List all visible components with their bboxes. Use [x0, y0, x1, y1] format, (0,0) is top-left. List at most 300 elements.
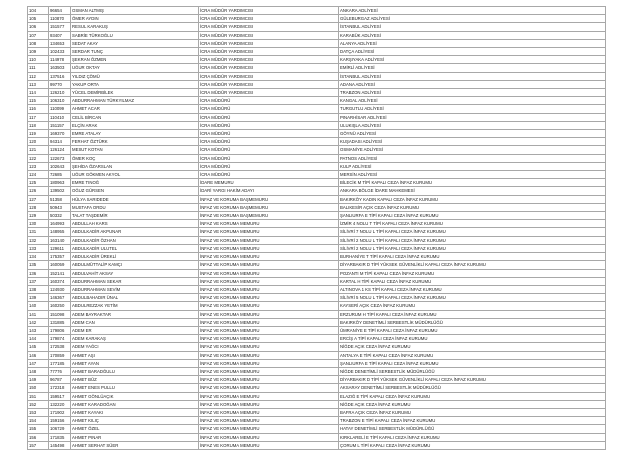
workplace-cell: BAKIRKÖY DENETİMLİ SERBESTLİK MÜDÜRLÜĞÜ	[339, 318, 606, 326]
workplace-cell: İSTANBUL ADLİYESİ	[339, 72, 606, 80]
sicil-number-cell: 77776	[49, 367, 71, 375]
table-row	[28, 31, 606, 39]
sicil-number-cell: 110099	[49, 105, 71, 113]
row-number-cell: 105	[28, 15, 49, 23]
title-cell: İNFAZ VE KORUMA MEMURU	[199, 376, 339, 384]
title-cell: İNFAZ VE KORUMA MEMURU	[199, 417, 339, 425]
workplace-cell: PINARHİSAR ADLİYESİ	[339, 113, 606, 121]
workplace-cell: DİYARBAKIR D TİPİ YÜKSEK GÜVENLİKLİ KAPALI CEZA İNFAZ KURUMU	[339, 376, 606, 384]
name-cell: UĞUR OKTAY	[71, 64, 199, 72]
row-number-cell: 143	[28, 326, 49, 334]
sicil-number-cell: 131885	[49, 318, 71, 326]
table-row	[28, 261, 606, 269]
row-number-cell: 153	[28, 408, 49, 416]
row-number-cell: 113	[28, 80, 49, 88]
row-number-cell: 155	[28, 425, 49, 433]
name-cell: ABDULVAHİT AKSAY	[71, 269, 199, 277]
row-number-cell: 114	[28, 89, 49, 97]
workplace-cell: İSTANBUL ADLİYESİ	[339, 23, 606, 31]
sicil-number-cell: 160250	[49, 302, 71, 310]
name-cell: ADEM CAN	[71, 318, 199, 326]
row-number-cell: 122	[28, 154, 49, 162]
table-row	[28, 277, 606, 285]
name-cell: ABDULBAHADIR ÜNAL	[71, 294, 199, 302]
title-cell: İCRA MÜDÜR YARDIMCISI	[199, 48, 339, 56]
name-cell: ŞEKRAN ÖZMEN	[71, 56, 199, 64]
row-number-cell: 104	[28, 7, 49, 15]
table-row	[28, 441, 606, 449]
row-number-cell: 136	[28, 269, 49, 277]
name-cell: YÜCEL DEMİRBİLEK	[71, 89, 199, 97]
name-cell: ABDULKADİR ULUTEL	[71, 244, 199, 252]
title-cell: İNFAZ VE KORUMA MEMURU	[199, 236, 339, 244]
name-cell: SABRİE TÜRKOĞLU	[71, 31, 199, 39]
table-row	[28, 138, 606, 146]
row-number-cell: 124	[28, 171, 49, 179]
name-cell: ABDURRAHMAN TÜRKYILMAZ	[71, 97, 199, 105]
table-row	[28, 97, 606, 105]
name-cell: MESUT KOTAN	[71, 146, 199, 154]
workplace-cell: BURHANİYE T TİPİ KAPALI CEZA İNFAZ KURUMU	[339, 253, 606, 261]
row-number-cell: 128	[28, 203, 49, 211]
table-row	[28, 269, 606, 277]
title-cell: İNFAZ VE KORUMA MEMURU	[199, 326, 339, 334]
table-row	[28, 7, 606, 15]
title-cell: İNFAZ VE KORUMA MEMURU	[199, 441, 339, 449]
name-cell: UĞUR GÖKMEN AKYOL	[71, 171, 199, 179]
sicil-number-cell: 172538	[49, 343, 71, 351]
row-number-cell: 129	[28, 212, 49, 220]
row-number-cell: 118	[28, 121, 49, 129]
title-cell: İNFAZ VE KORUMA MEMURU	[199, 294, 339, 302]
title-cell: İCRA MÜDÜRÜ	[199, 162, 339, 170]
sicil-number-cell: 106310	[49, 97, 71, 105]
title-cell: İCRA MÜDÜRÜ	[199, 105, 339, 113]
table-row	[28, 392, 606, 400]
sicil-number-cell: 102433	[49, 48, 71, 56]
sicil-number-cell: 170859	[49, 351, 71, 359]
table-row	[28, 302, 606, 310]
title-cell: İCRA MÜDÜRÜ	[199, 113, 339, 121]
title-cell: İNFAZ VE KORUMA MEMURU	[199, 384, 339, 392]
title-cell: İNFAZ VE KORUMA MEMURU	[199, 285, 339, 293]
sicil-number-cell: 163140	[49, 236, 71, 244]
sicil-number-cell: 151577	[49, 23, 71, 31]
name-cell: ADEM KARAKAŞ	[71, 335, 199, 343]
table-row	[28, 130, 606, 138]
workplace-cell: ERCİŞ A TİPİ KAPALI CEZA İNFAZ KURUMU	[339, 335, 606, 343]
table-row	[28, 105, 606, 113]
table-row	[28, 171, 606, 179]
sicil-number-cell: 169370	[49, 130, 71, 138]
name-cell: HÜLYA SARIDEDE	[71, 195, 199, 203]
title-cell: İNFAZ VE KORUMA MEMURU	[199, 351, 339, 359]
name-cell: OSMAN ALTMIŞ	[71, 7, 199, 15]
table-row	[28, 351, 606, 359]
sicil-number-cell: 152141	[49, 269, 71, 277]
sicil-number-cell: 164993	[49, 220, 71, 228]
name-cell: AHMET ENES PULLU	[71, 384, 199, 392]
table-row	[28, 376, 606, 384]
title-cell: İNFAZ VE KORUMA MEMURU	[199, 392, 339, 400]
row-number-cell: 138	[28, 285, 49, 293]
workplace-cell: KANGAL ADLİYESİ	[339, 97, 606, 105]
title-cell: İNFAZ VE KORUMA MEMURU	[199, 244, 339, 252]
table-row	[28, 212, 606, 220]
table-row	[28, 162, 606, 170]
row-number-cell: 130	[28, 220, 49, 228]
row-number-cell: 111	[28, 64, 49, 72]
sicil-number-cell: 110870	[49, 15, 71, 23]
table-row	[28, 64, 606, 72]
title-cell: İNFAZ VE KORUMA BAŞMEMURU	[199, 203, 339, 211]
sicil-number-cell: 50943	[49, 203, 71, 211]
title-cell: İNFAZ VE KORUMA MEMURU	[199, 269, 339, 277]
workplace-cell: BİLECİK M TİPİ KAPALI CEZA İNFAZ KURUMU	[339, 179, 606, 187]
sicil-number-cell: 179806	[49, 326, 71, 334]
workplace-cell: İZMİR 4 NOLU T TİPİ KAPALI CEZA İNFAZ KURUMU	[339, 220, 606, 228]
sicil-number-cell: 171835	[49, 433, 71, 441]
row-number-cell: 112	[28, 72, 49, 80]
row-number-cell: 123	[28, 162, 49, 170]
workplace-cell: KIRKLARELİ E TİPİ KAPALI CEZA İNFAZ KURUMU	[339, 433, 606, 441]
name-cell: AHMET AYAN	[71, 359, 199, 367]
sicil-number-cell: 134653	[49, 39, 71, 47]
sicil-number-cell: 159156	[49, 417, 71, 425]
sicil-number-cell: 146367	[49, 294, 71, 302]
workplace-cell: SİLİVRİ 5 NOLU L TİPİ KAPALI CEZA İNFAZ KURUMU	[339, 294, 606, 302]
document-page	[27, 6, 605, 450]
table-row	[28, 48, 606, 56]
title-cell: İCRA MÜDÜR YARDIMCISI	[199, 64, 339, 72]
workplace-cell: ŞANLIURFA E TİPİ KAPALI CEZA İNFAZ KURUMU	[339, 212, 606, 220]
name-cell: AHMET ACAR	[71, 105, 199, 113]
sicil-number-cell: 99770	[49, 80, 71, 88]
name-cell: EMRE ATALAY	[71, 130, 199, 138]
row-number-cell: 139	[28, 294, 49, 302]
name-cell: ŞEHİDA ÖZARSLAN	[71, 162, 199, 170]
row-number-cell: 142	[28, 318, 49, 326]
row-number-cell: 154	[28, 417, 49, 425]
sicil-number-cell: 51358	[49, 195, 71, 203]
workplace-cell: TRABZON ADLİYESİ	[339, 89, 606, 97]
sicil-number-cell: 177185	[49, 359, 71, 367]
title-cell: İNFAZ VE KORUMA MEMURU	[199, 261, 339, 269]
name-cell: ADEM YAĞCI	[71, 343, 199, 351]
table-row	[28, 23, 606, 31]
sicil-number-cell: 163503	[49, 64, 71, 72]
name-cell: AHMET SERHAT SÜER	[71, 441, 199, 449]
table-row	[28, 244, 606, 252]
table-row	[28, 326, 606, 334]
table-body	[28, 7, 606, 450]
workplace-cell: NİĞDE DENETİMLİ SERBESTLİK MÜDÜRLÜĞÜ	[339, 367, 606, 375]
name-cell: MUSTAFA ORDU	[71, 203, 199, 211]
sicil-number-cell: 137516	[49, 72, 71, 80]
row-number-cell: 141	[28, 310, 49, 318]
sicil-number-cell: 180963	[49, 179, 71, 187]
name-cell: CELİL BİRCAN	[71, 113, 199, 121]
row-number-cell: 148	[28, 367, 49, 375]
title-cell: İNFAZ VE KORUMA MEMURU	[199, 408, 339, 416]
table-row	[28, 195, 606, 203]
sicil-number-cell: 110410	[49, 113, 71, 121]
table-row	[28, 425, 606, 433]
row-number-cell: 117	[28, 113, 49, 121]
table-row	[28, 39, 606, 47]
table-row	[28, 253, 606, 261]
table-row	[28, 56, 606, 64]
title-cell: İNFAZ VE KORUMA MEMURU	[199, 302, 339, 310]
sicil-number-cell: 175357	[49, 253, 71, 261]
name-cell: AHMET BÜZ	[71, 376, 199, 384]
row-number-cell: 107	[28, 31, 49, 39]
name-cell: SERDAR TUNÇ	[71, 48, 199, 56]
sicil-number-cell: 124930	[49, 285, 71, 293]
title-cell: İCRA MÜDÜR YARDIMCISI	[199, 89, 339, 97]
row-number-cell: 132	[28, 236, 49, 244]
title-cell: İNFAZ VE KORUMA MEMURU	[199, 343, 339, 351]
table-row	[28, 228, 606, 236]
table-row	[28, 72, 606, 80]
name-cell: ABDULKADİR ÖZHAN	[71, 236, 199, 244]
row-number-cell: 144	[28, 335, 49, 343]
workplace-cell: ANKARA ADLİYESİ	[339, 7, 606, 15]
workplace-cell: NİĞDE AÇIK CEZA İNFAZ KURUMU	[339, 400, 606, 408]
workplace-cell: KARABÜK ADLİYESİ	[339, 31, 606, 39]
workplace-cell: BAFRA AÇIK CEZA İNFAZ KURUMU	[339, 408, 606, 416]
sicil-number-cell: 139502	[49, 187, 71, 195]
title-cell: İNFAZ VE KORUMA MEMURU	[199, 400, 339, 408]
title-cell: İCRA MÜDÜR YARDIMCISI	[199, 56, 339, 64]
row-number-cell: 157	[28, 441, 49, 449]
name-cell: EMRE TINOĞ	[71, 179, 199, 187]
workplace-cell: SİLİVRİ 2 NOLU L TİPİ KAPALI CEZA İNFAZ KURUMU	[339, 236, 606, 244]
sicil-number-cell: 159517	[49, 392, 71, 400]
sicil-number-cell: 172318	[49, 384, 71, 392]
sicil-number-cell: 160059	[49, 261, 71, 269]
sicil-number-cell: 126210	[49, 89, 71, 97]
table-row	[28, 408, 606, 416]
workplace-cell: TRABZON E TİPİ KAPALI CEZA İNFAZ KURUMU	[339, 417, 606, 425]
name-cell: YILDIZ ÇÖMÜ	[71, 72, 199, 80]
table-row	[28, 203, 606, 211]
workplace-cell: ALANYA ADLİYESİ	[339, 39, 606, 47]
table-row	[28, 89, 606, 97]
name-cell: ABDURRAHMAN SEVİM	[71, 285, 199, 293]
sicil-number-cell: 160374	[49, 277, 71, 285]
name-cell: OĞUZ GÜRSEN	[71, 187, 199, 195]
table-row	[28, 154, 606, 162]
sicil-number-cell: 151098	[49, 310, 71, 318]
table-row	[28, 15, 606, 23]
table-row	[28, 121, 606, 129]
row-number-cell: 137	[28, 277, 49, 285]
workplace-cell: TURGUTLU ADLİYESİ	[339, 105, 606, 113]
name-cell: SEDAT AKAY	[71, 39, 199, 47]
table-row	[28, 285, 606, 293]
row-number-cell: 147	[28, 359, 49, 367]
sicil-number-cell: 96787	[49, 376, 71, 384]
table-row	[28, 310, 606, 318]
workplace-cell: HATAY DENETİMLİ SERBESTLİK MÜDÜRLÜĞÜ	[339, 425, 606, 433]
table-row	[28, 400, 606, 408]
workplace-cell: ÇORUM L TİPİ KAPALI CEZA İNFAZ KURUMU	[339, 441, 606, 449]
workplace-cell: ANTALYA E TİPİ KAPALI CEZA İNFAZ KURUMU	[339, 351, 606, 359]
sicil-number-cell: 148955	[49, 228, 71, 236]
workplace-cell: SİLİVRİ 2 NOLU L TİPİ KAPALI CEZA İNFAZ KURUMU	[339, 244, 606, 252]
table-row	[28, 80, 606, 88]
title-cell: İCRA MÜDÜR YARDIMCISI	[199, 80, 339, 88]
workplace-cell: BALIKESİR AÇIK CEZA İNFAZ KURUMU	[339, 203, 606, 211]
name-cell: AHMET KILIÇ	[71, 417, 199, 425]
sicil-number-cell: 145498	[49, 441, 71, 449]
name-cell: TALAT TAŞDEMİR	[71, 212, 199, 220]
title-cell: İCRA MÜDÜR YARDIMCISI	[199, 72, 339, 80]
workplace-cell: ULUKIŞLA ADLİYESİ	[339, 121, 606, 129]
title-cell: İNFAZ VE KORUMA MEMURU	[199, 220, 339, 228]
table-row	[28, 294, 606, 302]
title-cell: İNFAZ VE KORUMA MEMURU	[199, 228, 339, 236]
row-number-cell: 150	[28, 384, 49, 392]
row-number-cell: 119	[28, 130, 49, 138]
title-cell: İNFAZ VE KORUMA MEMURU	[199, 367, 339, 375]
sicil-number-cell: 126124	[49, 146, 71, 154]
row-number-cell: 126	[28, 187, 49, 195]
title-cell: İCRA MÜDÜR YARDIMCISI	[199, 23, 339, 31]
table-row	[28, 384, 606, 392]
name-cell: ADEM BAYRAKTAR	[71, 310, 199, 318]
row-number-cell: 115	[28, 97, 49, 105]
sicil-number-cell: 179874	[49, 335, 71, 343]
title-cell: İCRA MÜDÜR YARDIMCISI	[199, 39, 339, 47]
title-cell: İNFAZ VE KORUMA MEMURU	[199, 318, 339, 326]
row-number-cell: 106	[28, 23, 49, 31]
row-number-cell: 120	[28, 138, 49, 146]
row-number-cell: 151	[28, 392, 49, 400]
title-cell: İNFAZ VE KORUMA MEMURU	[199, 425, 339, 433]
name-cell: ADEM ER	[71, 326, 199, 334]
workplace-cell: ELAZIĞ E TİPİ KAPALI CEZA İNFAZ KURUMU	[339, 392, 606, 400]
workplace-cell: AKSARAY DENETİMLİ SERBESTLİK MÜDÜRLÜĞÜ	[339, 384, 606, 392]
row-number-cell: 152	[28, 400, 49, 408]
sicil-number-cell: 129611	[49, 244, 71, 252]
row-number-cell: 125	[28, 179, 49, 187]
title-cell: İNFAZ VE KORUMA MEMURU	[199, 335, 339, 343]
name-cell: AHMET KARADOĞAN	[71, 400, 199, 408]
name-cell: AHMET AŞI	[71, 351, 199, 359]
sicil-number-cell: 50332	[49, 212, 71, 220]
row-number-cell: 134	[28, 253, 49, 261]
title-cell: İNFAZ VE KORUMA MEMURU	[199, 253, 339, 261]
name-cell: AHMET PINAR	[71, 433, 199, 441]
sicil-number-cell: 72685	[49, 171, 71, 179]
title-cell: İCRA MÜDÜRÜ	[199, 171, 339, 179]
workplace-cell: KARTAL H TİPİ KAPALI CEZA İNFAZ KURUMU	[339, 277, 606, 285]
workplace-cell: ERZURUM H TİPİ KAPALI CEZA İNFAZ KURUMU	[339, 310, 606, 318]
table-row	[28, 318, 606, 326]
row-number-cell: 149	[28, 376, 49, 384]
name-cell: ÖMER AYDIN	[71, 15, 199, 23]
row-number-cell: 133	[28, 244, 49, 252]
workplace-cell: PATNOS ADLİYESİ	[339, 154, 606, 162]
table-row	[28, 236, 606, 244]
name-cell: AHMET GÖNLÜAÇIK	[71, 392, 199, 400]
table-row	[28, 146, 606, 154]
workplace-cell: MERSİN ADLİYESİ	[339, 171, 606, 179]
title-cell: İCRA MÜDÜRÜ	[199, 130, 339, 138]
name-cell: ABDULKADİR ÜREKLİ	[71, 253, 199, 261]
workplace-cell: ÜMRANİYE E TİPİ KAPALI CEZA İNFAZ KURUMU	[339, 326, 606, 334]
title-cell: İDARİ YARGI HAKİM ADAYI	[199, 187, 339, 195]
workplace-cell: POZANTI M TİPİ KAPALI CEZA İNFAZ KURUMU	[339, 269, 606, 277]
workplace-cell: KARŞIYAKA ADLİYESİ	[339, 56, 606, 64]
sicil-number-cell: 122673	[49, 154, 71, 162]
title-cell: İNFAZ VE KORUMA MEMURU	[199, 310, 339, 318]
title-cell: İDARE MEMURU	[199, 179, 339, 187]
row-number-cell: 156	[28, 433, 49, 441]
title-cell: İNFAZ VE KORUMA BAŞMEMURU	[199, 195, 339, 203]
name-cell: ABDULKADİR AKPUNAR	[71, 228, 199, 236]
title-cell: İCRA MÜDÜRÜ	[199, 97, 339, 105]
sicil-number-cell: 94314	[49, 138, 71, 146]
workplace-cell: KUŞADASI ADLİYESİ	[339, 138, 606, 146]
sicil-number-cell: 93407	[49, 31, 71, 39]
sicil-number-cell: 114978	[49, 56, 71, 64]
workplace-cell: EMİRLİ ADLİYESİ	[339, 64, 606, 72]
name-cell: ABDURRAHMAN SEKAR	[71, 277, 199, 285]
title-cell: İNFAZ VE KORUMA MEMURU	[199, 359, 339, 367]
name-cell: FERHAT ÖZTÜRK	[71, 138, 199, 146]
workplace-cell: ADANA ADLİYESİ	[339, 80, 606, 88]
table-row	[28, 179, 606, 187]
workplace-cell: GÖYNÜ ADLİYESİ	[339, 130, 606, 138]
workplace-cell: GÜLEBURGAZ ADLİYESİ	[339, 15, 606, 23]
title-cell: İCRA MÜDÜRÜ	[199, 121, 339, 129]
title-cell: İCRA MÜDÜRÜ	[199, 154, 339, 162]
workplace-cell: ALTINOVA 1 KS TİPİ KAPALI CEZA İNFAZ KURUMU	[339, 285, 606, 293]
workplace-cell: NİĞDE AÇIK CEZA İNFAZ KURUMU	[339, 343, 606, 351]
workplace-cell: BAKIRKÖY KADIN KAPALI CEZA İNFAZ KURUMU	[339, 195, 606, 203]
table-row	[28, 335, 606, 343]
row-number-cell: 135	[28, 261, 49, 269]
workplace-cell: KAYSERİ AÇIK CEZA İNFAZ KURUMU	[339, 302, 606, 310]
title-cell: İCRA MÜDÜR YARDIMCISI	[199, 31, 339, 39]
sicil-number-cell: 132220	[49, 400, 71, 408]
row-number-cell: 109	[28, 48, 49, 56]
title-cell: İCRA MÜDÜRÜ	[199, 138, 339, 146]
title-cell: İNFAZ VE KORUMA MEMURU	[199, 277, 339, 285]
row-number-cell: 131	[28, 228, 49, 236]
row-number-cell: 146	[28, 351, 49, 359]
table-row	[28, 433, 606, 441]
sicil-number-cell: 102643	[49, 162, 71, 170]
table-row	[28, 113, 606, 121]
name-cell: AHMET BARADĞULU	[71, 367, 199, 375]
sicil-number-cell: 96654	[49, 7, 71, 15]
workplace-cell: DATÇA ADLİYESİ	[339, 48, 606, 56]
title-cell: İCRA MÜDÜRÜ	[199, 146, 339, 154]
workplace-cell: KULP ADLİYESİ	[339, 162, 606, 170]
sicil-number-cell: 151157	[49, 121, 71, 129]
personnel-table	[27, 6, 606, 450]
table-row	[28, 359, 606, 367]
table-row	[28, 220, 606, 228]
name-cell: ÖMER KOÇ	[71, 154, 199, 162]
name-cell: RESUL KARAKUŞ	[71, 23, 199, 31]
row-number-cell: 140	[28, 302, 49, 310]
name-cell: ELÇİN ARAK	[71, 121, 199, 129]
